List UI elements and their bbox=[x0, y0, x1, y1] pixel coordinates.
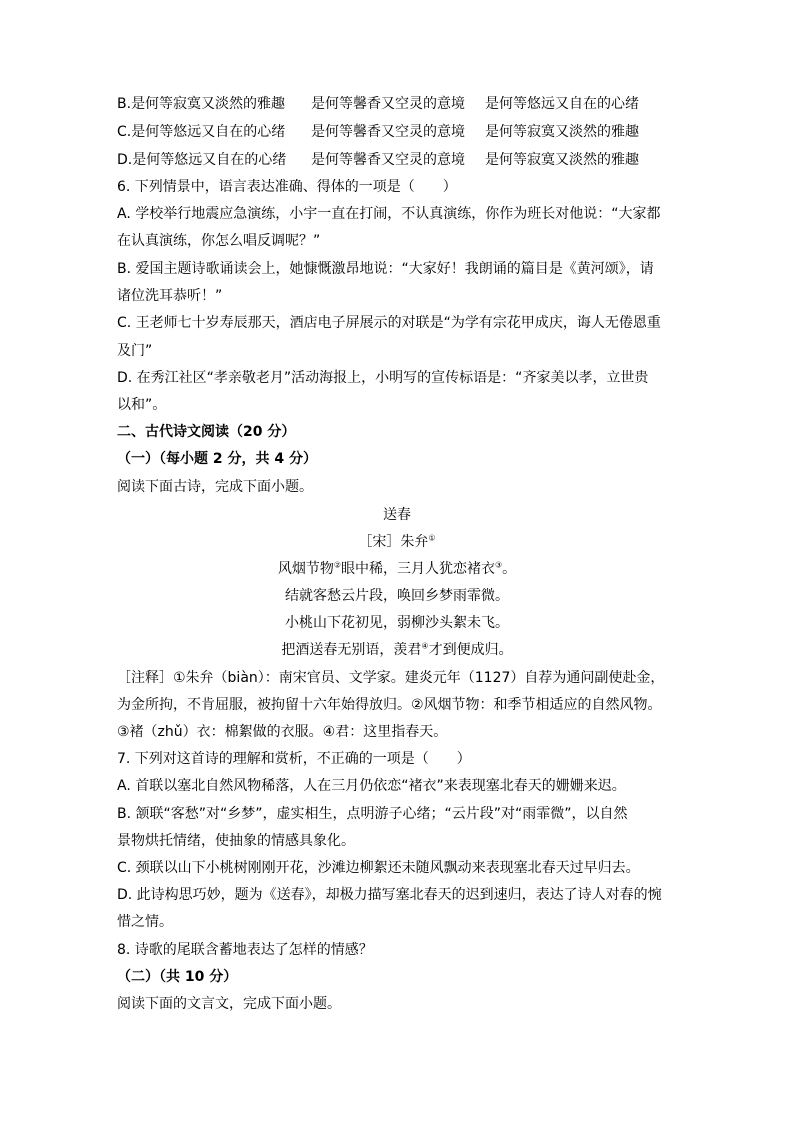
poem-line-4 bbox=[0, 640, 794, 660]
q7-option-d: D. 此诗构思巧妙，题为《送春》，却极力描写塞北春天的迟到速归，表达了诗人对春的惋 bbox=[117, 887, 662, 903]
option-item: 是何等悠远又自在的心绪 bbox=[485, 96, 639, 112]
poem-text: 把酒送春无别语，羡君 bbox=[281, 642, 422, 658]
poem-text: 。 bbox=[502, 561, 517, 577]
poem-title: 送春 bbox=[383, 507, 411, 523]
option-item: 是何等寂寞又淡然的雅趣 bbox=[131, 96, 286, 112]
part-2-instruction: 阅读下面的文言文，完成下面小题。 bbox=[117, 996, 341, 1012]
option-label: B. bbox=[117, 96, 132, 112]
option-item: 是何等悠远又自在的心绪 bbox=[131, 124, 286, 140]
part-1-title: （一）（每小题 2 分，共 4 分） bbox=[117, 451, 317, 467]
option-item: 是何等馨香又空灵的意境 bbox=[311, 96, 465, 112]
poem-text: 眼中稀，三月人犹恋褚衣 bbox=[341, 561, 495, 577]
q6-option-b-cont: 诸位洗耳恭听！” bbox=[117, 288, 223, 304]
q8-stem: 8. 诗歌的尾联含蓄地表达了怎样的情感？ bbox=[117, 942, 373, 958]
note-marker: ③ bbox=[495, 560, 503, 570]
q6-option-a-cont: 在认真演练，你怎么唱反调呢？” bbox=[117, 233, 321, 249]
q6-option-d: D. 在秀江社区“孝亲敬老月”活动海报上，小明写的宣传标语是：“齐家美以孝，立世贵 bbox=[117, 370, 649, 386]
q7-stem: 7. 下列对这首诗的理解和赏析，不正确的一项是（ ） bbox=[117, 751, 471, 767]
poem-text: 风烟节物 bbox=[277, 561, 334, 577]
q6-option-b: B. 爱国主题诗歌诵读会上，她慷慨激昂地说：“大家好！我朗诵的篇目是《黄河颂》，请 bbox=[117, 261, 654, 277]
option-item: 是何等寂寞又淡然的雅趣 bbox=[485, 152, 639, 168]
note-marker: ④ bbox=[421, 641, 429, 651]
note-marker: ① bbox=[428, 533, 436, 543]
notes-line-1: ［注释］①朱弁（biàn）：南宋官员、文学家。建炎元年（1127）自荐为通问副使赴金， bbox=[117, 670, 665, 686]
author-name: ［宋］朱弁 bbox=[358, 534, 429, 550]
q7-option-b: B. 颔联“客愁”对“乡梦”，虚实相生，点明游子心绪；“云片段”对“雨霏微”，以自然 bbox=[117, 806, 628, 822]
q7-option-c: C. 颈联以山下小桃树刚刚开花，沙滩边柳絮还未随风飘动来表现塞北春天过早归去。 bbox=[117, 860, 640, 876]
q5-option-b bbox=[117, 94, 639, 114]
part-2-title: （二）（共 10 分） bbox=[117, 969, 238, 985]
poem-text: 才到便成归。 bbox=[428, 642, 513, 658]
q6-option-c-cont: 及门” bbox=[117, 343, 153, 359]
option-label: C. bbox=[117, 124, 132, 140]
poem-author bbox=[0, 532, 794, 552]
poem-line-1 bbox=[0, 559, 794, 579]
q6-stem: 6. 下列情景中，语言表达准确、得体的一项是（ ） bbox=[117, 179, 457, 195]
q7-option-d-cont: 惜之情。 bbox=[117, 914, 173, 930]
section-2-title: 二、古代诗文阅读（20 分） bbox=[117, 424, 296, 440]
q6-option-d-cont: 以和”。 bbox=[117, 397, 167, 413]
q6-option-a: A. 学校举行地震应急演练，小宇一直在打闹，不认真演练，你作为班长对他说：“大家都 bbox=[117, 206, 661, 222]
option-item: 是何等馨香又空灵的意境 bbox=[311, 124, 465, 140]
note-marker: ② bbox=[333, 560, 341, 570]
q5-option-c bbox=[117, 122, 639, 142]
poem-line-2: 结就客愁云片段，唤回乡梦雨霏微。 bbox=[285, 588, 509, 604]
option-item: 是何等悠远又自在的心绪 bbox=[132, 152, 287, 168]
option-label: D. bbox=[117, 152, 133, 168]
notes-line-3: ③褚（zhǔ）衣：棉絮做的衣服。④君：这里指春天。 bbox=[117, 724, 448, 740]
poem-line-3: 小桃山下花初见，弱柳沙头絮未飞。 bbox=[285, 615, 509, 631]
q7-option-b-cont: 景物烘托情绪，使抽象的情感具象化。 bbox=[117, 833, 355, 849]
part-1-instruction: 阅读下面古诗，完成下面小题。 bbox=[117, 479, 313, 495]
notes-line-2: 为金所拘，不肯屈服，被拘留十六年始得放归。②风烟节物：和季节相适应的自然风物。 bbox=[117, 697, 662, 713]
q7-option-a: A. 首联以塞北自然风物稀落，人在三月仍依恋“褚衣”来表现塞北春天的姗姗来迟。 bbox=[117, 778, 626, 794]
option-item: 是何等寂寞又淡然的雅趣 bbox=[485, 124, 639, 140]
q6-option-c: C. 王老师七十岁寿辰那天，酒店电子屏展示的对联是“为学有宗花甲成庆，诲人无倦恩重 bbox=[117, 315, 661, 331]
q5-option-d bbox=[117, 150, 639, 170]
option-item: 是何等馨香又空灵的意境 bbox=[311, 152, 465, 168]
